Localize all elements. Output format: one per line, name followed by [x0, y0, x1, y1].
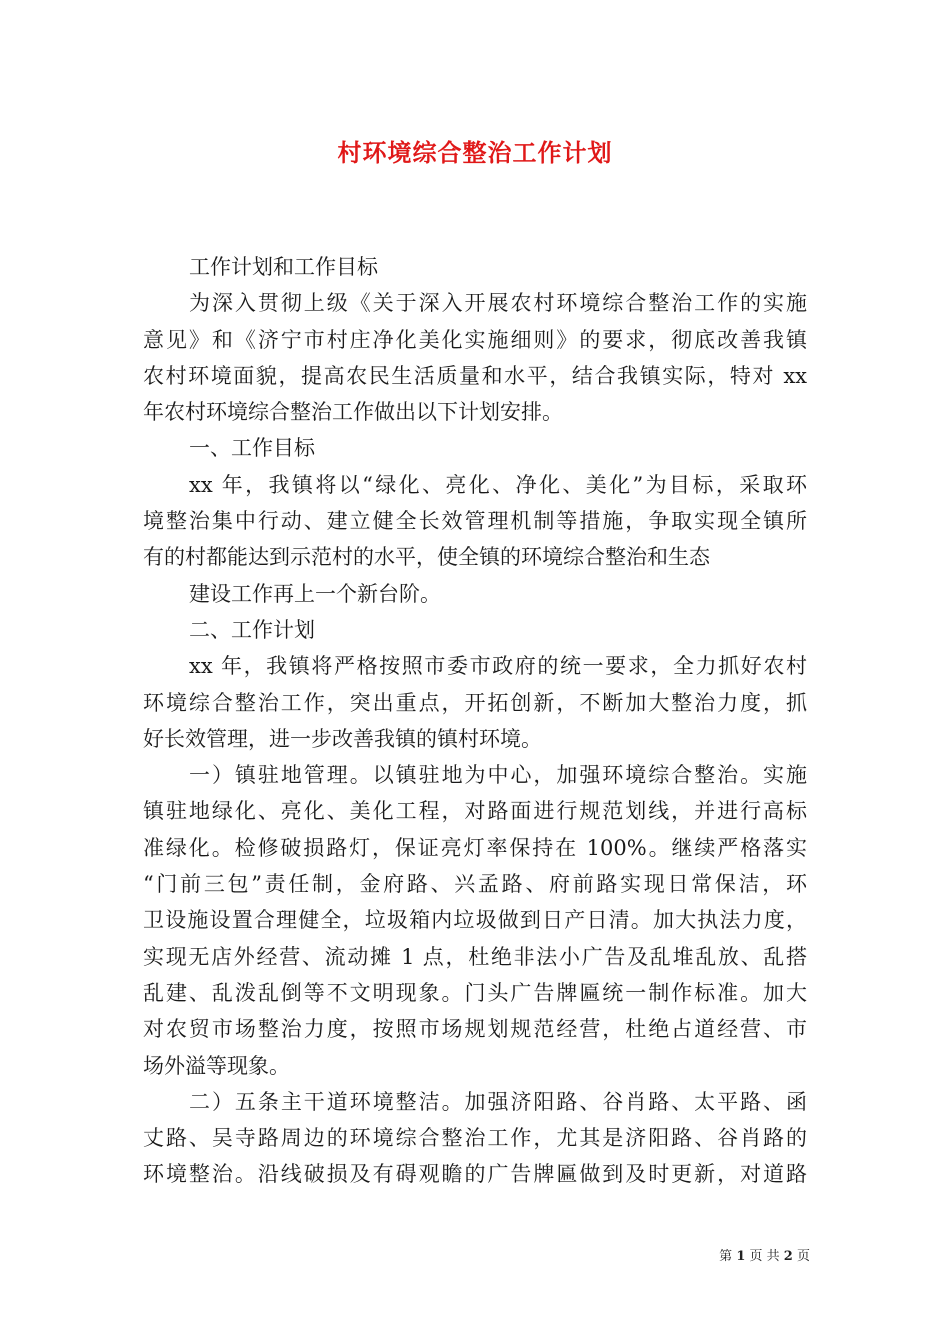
paragraph-line: “门前三包”责任制，金府路、兴孟路、府前路实现日常保洁，环	[143, 872, 807, 897]
paragraph-line: 年农村环境综合整治工作做出以下计划安排。	[143, 400, 563, 425]
paragraph-line: xx 年，我镇将以“绿化、亮化、净化、美化”为目标，采取环	[189, 472, 807, 497]
total-pages-number: 2	[783, 1249, 793, 1264]
section-heading: 工作计划和工作目标	[189, 255, 378, 279]
paragraph-line: 乱建、乱泼乱倒等不文明现象。门头广告牌匾统一制作标准。加大	[143, 980, 807, 1005]
current-page-number: 1	[736, 1249, 746, 1264]
paragraph-line: 好长效管理，进一步改善我镇的镇村环境。	[143, 726, 542, 751]
paragraph-line: 对农贸市场整治力度，按照市场规划规范经营，杜绝占道经营、市	[143, 1017, 807, 1042]
document-body	[143, 249, 807, 1193]
paragraph-line: xx 年，我镇将严格按照市委市政府的统一要求，全力抓好农村	[189, 654, 807, 679]
paragraph-line: 意见》和《济宁市村庄净化美化实施细则》的要求，彻底改善我镇	[143, 327, 807, 352]
paragraph-line: 场外溢等现象。	[143, 1053, 290, 1078]
paragraph-line: 丈路、吴寺路周边的环境综合整治工作，尤其是济阳路、谷肖路的	[143, 1126, 807, 1151]
paragraph-line: 卫设施设置合理健全，垃圾箱内垃圾做到日产日清。加大执法力度，	[143, 908, 807, 933]
paragraph-line: 农村环境面貌，提高农民生活质量和水平，结合我镇实际，特对 xx	[143, 363, 807, 388]
paragraph-line: 实现无店外经营、流动摊 1 点，杜绝非法小广告及乱堆乱放、乱搭	[143, 944, 807, 969]
paragraph-line: 环境整治。沿线破损及有碍观瞻的广告牌匾做到及时更新，对道路	[143, 1162, 807, 1187]
page-number-footer	[700, 1245, 810, 1264]
paragraph-line: 境整治集中行动、建立健全长效管理机制等措施，争取实现全镇所	[143, 509, 807, 534]
paragraph-line: 环境综合整治工作，突出重点，开拓创新，不断加大整治力度，抓	[143, 690, 807, 715]
paragraph-line: 一）镇驻地管理。以镇驻地为中心，加强环境综合整治。实施	[189, 763, 807, 788]
paragraph-line: 镇驻地绿化、亮化、美化工程，对路面进行规范划线，并进行高标	[143, 799, 807, 824]
section-heading: 一、工作目标	[189, 436, 315, 461]
paragraph-line: 为深入贯彻上级《关于深入开展农村环境综合整治工作的实施	[189, 291, 807, 316]
footer-suffix: 页	[796, 1249, 810, 1264]
footer-prefix: 第	[719, 1249, 733, 1264]
paragraph-line: 准绿化。检修破损路灯，保证亮灯率保持在 100%。继续严格落实	[143, 835, 807, 860]
document-title: 村环境综合整治工作计划	[337, 138, 613, 167]
footer-middle: 页 共	[749, 1249, 780, 1264]
paragraph-line: 有的村都能达到示范村的水平，使全镇的环境综合整治和生态	[143, 545, 710, 570]
section-heading: 二、工作计划	[189, 617, 315, 642]
paragraph-line: 二）五条主干道环境整洁。加强济阳路、谷肖路、太平路、函	[189, 1089, 807, 1114]
paragraph-line: 建设工作再上一个新台阶。	[189, 581, 441, 606]
